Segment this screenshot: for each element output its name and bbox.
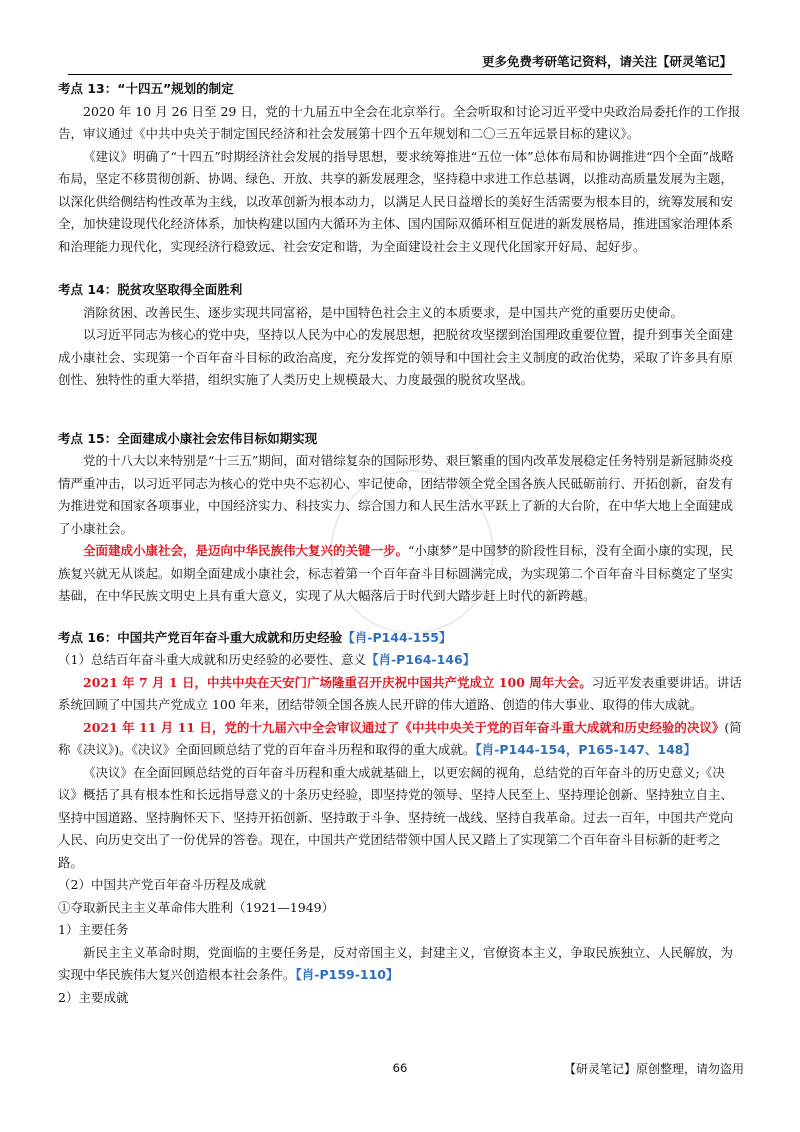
section-13-paragraph-2: 《建议》明确了“十四五”时期经济社会发展的指导思想，要求统筹推进“五位一体”总体布局和协调推进“四个全面”战略布局，坚定不移贯彻创新、协调、绿色、开放、共享的新发展理念，坚持稳中求进工作总基调，以推动高质量发展为主题，以深化供给侧结构性改革为主线，以改革创新为根本动力，以满足人民日益增长的美好生活需要为根本目的，统筹发展和安全，加快建设现代化经济体系，加快构建以国内大循环为主体、国内国际双循环相互促进的新发展格局，推进国家治理体系和治理能力现代化，实现经济行稳致远、社会安定和谐，为全面建设社会主义现代化国家开好局、起好步。 — [58, 148, 734, 254]
paragraph-text: “小康梦”是中国梦的阶段性目标，没有全面小康的实现，民族复兴就无从谈起。如期全面建成小康社会，标志着第一个百年奋斗目标圆满完成，为实现第二个百年奋斗目标奠定了坚实基础，在中华民族文明史上具有重大意义，实现了从大幅落后于时代到大踏步赶上时代的新跨越。 — [58, 543, 734, 603]
section-16-title-text: 考点 16：中国共产党百年奋斗重大成就和历史经验 — [58, 629, 343, 645]
section-15-paragraph-2 — [58, 540, 742, 608]
subsection-1-title — [58, 649, 742, 672]
reference-tag: 【肖-P159-110】 — [295, 967, 399, 982]
section-14-paragraph-2: 以习近平同志为核心的党中央，坚持以人民为中心的发展思想，把脱贫攻坚摆到治国理政重要位置，提升到事关全面建成小康社会、实现第一个百年奋斗目标的政治高度，充分发挥党的领导和中国社会主义制度的政治优势，采取了许多具有原创性、独特性的重大举措，组织实施了人类历史上规模最大、力度最强的脱贫攻坚战。 — [58, 327, 734, 387]
reference-tag: 【肖-P144-154，P165-147、148】 — [475, 742, 696, 757]
document-body — [58, 78, 742, 1009]
reference-tag: 【肖-P144-155】 — [342, 629, 452, 645]
section-15-title: 考点 15：全面建成小康社会宏伟目标如期实现 — [58, 430, 318, 446]
highlight-red: 2021 年 7 月 1 日，中共中央在天安门广场隆重召开庆祝中国共产党成立 100 周年大会。 — [83, 674, 592, 690]
highlight-red: 全面建成小康社会，是迈向中华民族伟大复兴的关键一步。 — [83, 543, 409, 558]
paragraph-text: 新民主主义革命时期，党面临的主要任务是，反对帝国主义，封建主义，官僚资本主义，争取民族独立、人民解放，为实现中华民族伟大复兴创造根本社会条件。 — [58, 944, 734, 982]
subsection-1-text: （1）总结百年奋斗重大成就和历史经验的必要性、意义 — [58, 652, 366, 667]
highlight-red: 2021 年 11 月 11 日，党的十九届六中全会审议通过了《中共中央关于党的百年奋斗重大成就和历史经验的决议》 — [83, 719, 725, 735]
subsection-2-title: （2）中国共产党百年奋斗历程及成就 — [58, 877, 266, 892]
paragraph-text: 习近平发表重要讲话。讲话系统回顾了中国共产党成立 100 年来，团结带领全国各族人民开辟的伟大道路、创造的伟大事业、取得的伟大成就。 — [58, 674, 742, 712]
section-15-paragraph-1: 党的十八大以来特别是“十三五”期间，面对错综复杂的国际形势、艰巨繁重的国内改革发展稳定任务特别是新冠肺炎疫情严重冲击，以习近平同志为核心的党中央不忘初心、牢记使命，团结带领全党全国各族人民砥砺前行、开拓创新，奋发有为推进党和国家各项事业，中国经济实力、科技实力、综合国力和人民生活水平跃上了新的大台阶，在中华大地上全面建成了小康社会。 — [58, 453, 734, 536]
list-item-1b: 2）主要成就 — [58, 989, 129, 1005]
page-header: 更多免费考研笔记资料，请关注【研灵笔记】 — [68, 52, 732, 75]
footer-note: 【研灵笔记】原创整理，请勿盗用 — [563, 1062, 744, 1076]
section-14-title: 考点 14：脱贫攻坚取得全面胜利 — [58, 282, 243, 297]
paragraph-text: (简称《决议》)。《决议》全面回顾总结了党的百年奋斗历程和取得的重大成就。 — [58, 719, 742, 757]
page-number: 66 — [392, 1061, 408, 1075]
section-16-paragraph-2 — [58, 717, 742, 762]
list-item-1: ①夺取新民主主义革命伟大胜利（1921—1949） — [58, 899, 335, 915]
section-13-paragraph-1: 2020 年 10 月 26 日至 29 日，党的十九届五中全会在北京举行。全会听取和讨论习近平受中央政治局委托作的工作报告，审议通过《中共中央关于制定国民经济和社会发展第十四个五年规划和二〇三五年远景目标的建议》。 — [58, 103, 741, 141]
section-16-paragraph-4 — [58, 942, 742, 987]
reference-tag: 【肖-P164-146】 — [365, 652, 476, 667]
section-16-title — [58, 627, 742, 650]
section-16-paragraph-3: 《决议》在全面回顾总结党的百年奋斗历程和重大成就基础上，以更宏阔的视角，总结党的百年奋斗的历史意义;《决议》概括了具有根本性和长远指导意义的十条历史经验，即坚持党的领导、坚持人民至上、坚持理论创新、坚持独立自主、坚持中国道路、坚持胸怀天下、坚持开拓创新、坚持敢于斗争、坚持统一战线、坚持自我革命。过去一百年，中国共产党向人民、向历史交出了一份优异的答卷。现在，中国共产党团结带领中国人民又踏上了实现第二个百年奋斗目标新的赶考之路。 — [58, 764, 734, 870]
section-13-title: 考点 13：“十四五”规划的制定 — [58, 81, 234, 96]
section-14-paragraph-1: 消除贫困、改善民生、逐步实现共同富裕，是中国特色社会主义的本质要求，是中国共产党的重要历史使命。 — [83, 304, 684, 320]
list-item-1a: 1）主要任务 — [58, 922, 129, 937]
section-16-paragraph-1 — [58, 672, 742, 717]
